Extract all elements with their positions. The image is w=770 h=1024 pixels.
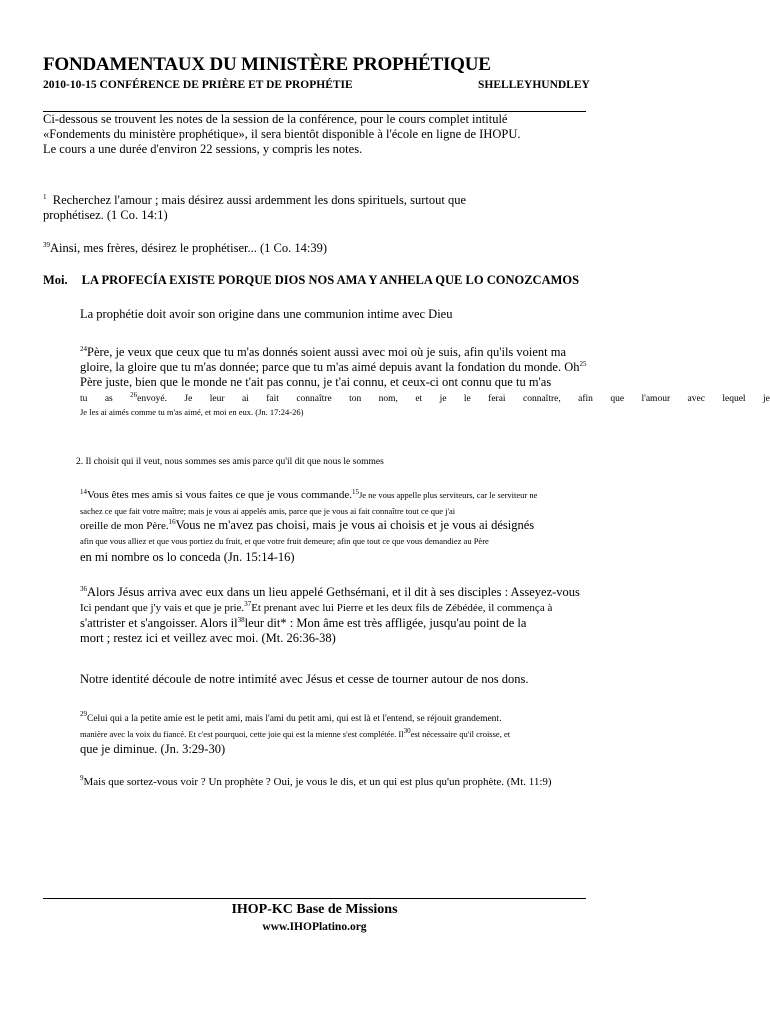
section-title: LA PROFECÍA EXISTE PORQUE DIOS NOS AMA Y ANHELA QUE LO CONOZCAMOS xyxy=(81,273,580,287)
verse-1co14-1 xyxy=(43,193,466,223)
intro-paragraph xyxy=(43,112,521,157)
verse-text: Père juste, bien que le monde ne t'ait pas connu, je t'ai connu, et ceux-ci ont connu que tu m'as xyxy=(80,375,552,389)
passage-matthew11: $^9$Mais que sortez-vous voir ? Un prophète ? Oui, je vous le dis, et un qui est plus qu'un prophète. (Mt. 11:9) xyxy=(80,773,552,788)
verse-text: prophétisez. (1 Co. 14:1) xyxy=(43,208,168,222)
section-label: Moi. xyxy=(43,273,68,287)
passage-john3: $^{29}$Celui qui a la petite amie est le petit ami, mais l'ami du petit ami, qui est là et l'entend, se réjouit grandement. manière avec la voix du fiancé. Et c'est pourquoi, cette joie qui est la mienne s'est complétée. Il$^{30}$est nécessaire qu'il croisse, et que je diminue. (Jn. 3:29-30) xyxy=(80,709,511,756)
point-identity: Notre identité découle de notre intimité avec Jésus et cesse de tourner autour de nos dons. xyxy=(80,672,529,686)
intro-line: «Fondements du ministère prophétique», il sera bientôt disponible à l'école en ligne de IHOPU. xyxy=(43,127,521,141)
verse-text: Père, je veux que ceux que tu m'as donnés soient aussi avec moi où je suis, afin qu'ils voient ma xyxy=(87,345,567,359)
point-he-chooses: 2. Il choisit qui il veut, nous sommes ses amis parce qu'il dit que nous le sommes xyxy=(76,457,384,467)
verse-text: Recherchez l'amour ; mais désirez aussi ardemment les dons spirituels, surtout que xyxy=(52,193,467,207)
footer-rule xyxy=(43,898,586,899)
document-title: FONDAMENTAUX DU MINISTÈRE PROPHÉTIQUE xyxy=(43,54,491,75)
passage-john17 xyxy=(80,345,770,420)
verse-text: gloire, la gloire que tu m'as donnée; parce que tu m'as aimé depuis avant la fondation du monde. Oh xyxy=(80,360,580,374)
intro-line: Le cours a une durée d'environ 22 sessions, y compris les notes. xyxy=(43,142,363,156)
event-date-title: 2010-10-15 CONFÉRENCE DE PRIÈRE ET DE PROPHÉTIE xyxy=(43,79,353,91)
verse-justified-line: tu as $^{26}$envoyé. Je leur ai fait connaître ton nom, et je le ferai connaître, afin que l'amour avec lequel je xyxy=(80,390,770,404)
verse-text: Ainsi, mes frères, désirez le prophétiser... (1 Co. 14:39) xyxy=(50,241,328,255)
footer-url[interactable]: www.IHOPlatino.org xyxy=(262,921,367,933)
verse-1co14-39 xyxy=(43,241,327,256)
verse-number: 24 xyxy=(80,344,87,353)
passage-matthew26: $^{36}$Alors Jésus arriva avec eux dans un lieu appelé Gethsémani, et il dit à ses disciples : Asseyez-vous Ici pendant que j'y vais et que je prie.$^{37}$Et prenant avec lui Pierre et les deux fils de Zébédée, il commença à s'attrister et s'angoisser. Alors $il^{38}leur$ dit* : Mon âme est très affligée, jusqu'au point de la mort ; restez ici et veillez avec moi. (Mt. 26:36-38) xyxy=(80,584,580,645)
verse-number: 39 xyxy=(43,240,50,249)
footer-org: IHOP-KC Base de Missions xyxy=(231,902,398,917)
passage-john15: $^{14}$Vous êtes mes amis si vous faites ce que je vous commande.$^{15}$Je ne vous appelle plus serviteurs, car le serviteur ne sachez ce que fait votre maître; mais je vous ai appelés amis, parce que je vous ai fait connaître tout ce que j'ai oreille de mon Père.$^{16}$Vous ne m'avez pas choisi, mais je vous ai choisis et je vous ai désignés afin que vous alliez et que vous portiez du fruit, et que votre fruit demeure; afin que tout ce que vous demandiez au Père en mi nombre os lo conceda (Jn. 15:14-16) xyxy=(80,487,538,564)
verse-number: 25 xyxy=(579,359,587,368)
point-intimate-communion: La prophétie doit avoir son origine dans une communion intime avec Dieu xyxy=(80,307,453,321)
section-heading xyxy=(43,273,579,288)
verse-number: 1 xyxy=(43,192,47,201)
author-name: SHELLEYHUNDLEY xyxy=(478,79,590,91)
intro-line: Ci-dessous se trouvent les notes de la session de la conférence, pour le cours complet intitulé xyxy=(43,112,508,126)
verse-text: Je les ai aimés comme tu m'as aimé, et moi en eux. (Jn. 17:24-26) xyxy=(80,407,304,417)
